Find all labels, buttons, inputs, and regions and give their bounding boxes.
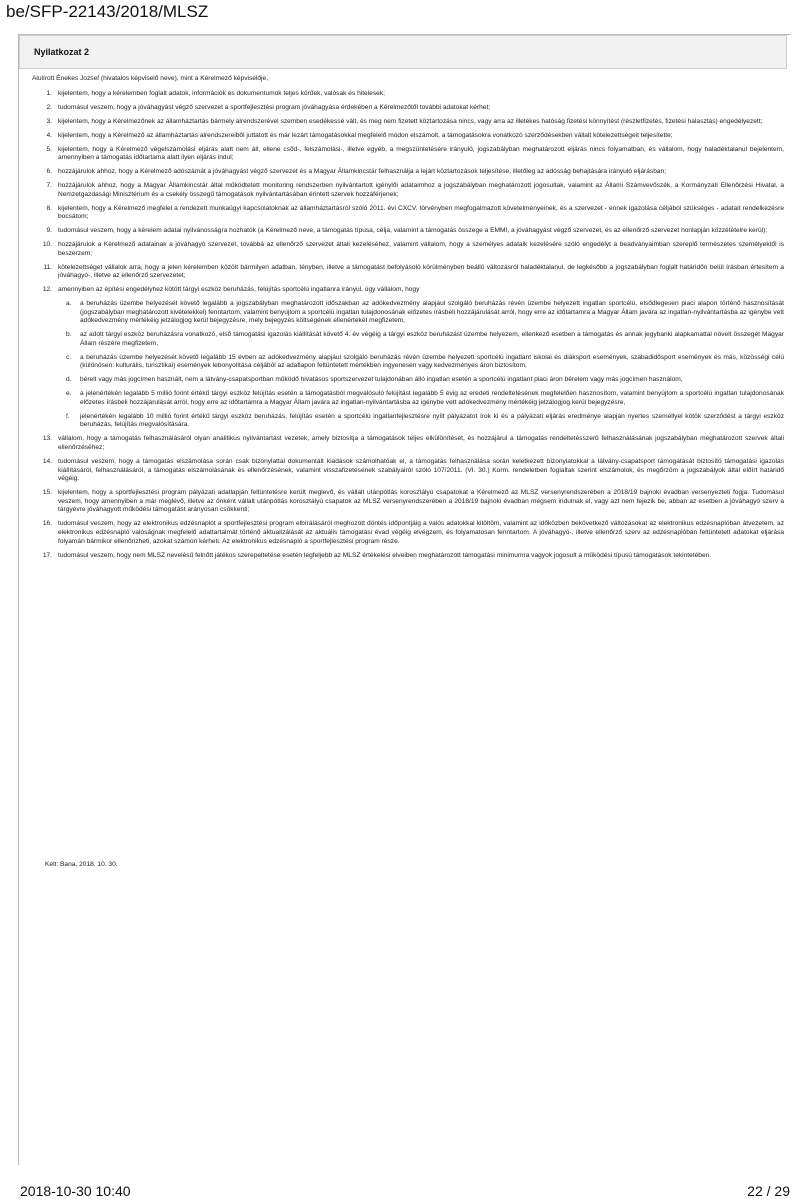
item-number: 10. — [42, 241, 52, 249]
item-text: kijelentem, hogy a sportfejlesztési program pályázati adatlapján feltüntetésre került meglevő, és vállalt utánpótlás korosztályú csapatokat a Kérelmező az MLSZ versenyrendszerében a 2018/19 bajnoki évadban versenyezteti fogja. Tudomásul veszem, hogy amennyiben a már meglévő, illetve az önként vállalt utánpótlás korosztályú csapatok az MLSZ versenyrendszerében a 2018/19 bajnoki évadban mégsem indulnak el, vagy azt nem fejezik be, abban az esetben a jóváhagyó szerv a tárgyévre jóváhagyott működési támogatást arányosan csökkenti; — [58, 489, 784, 514]
list-item — [32, 435, 784, 452]
item-text: kijelentem, hogy a Kérelmező végelszámolási eljárás alatt nem áll, ellene csőd-, felszámolási-, illetve egyéb, a megszüntetésére irányuló, jogszabályban meghatározott eljárás nincs folyamatban, és vállalom, hogy haladéktalanul bejelentem, amennyiben a támogatás időtartama alatt ilyen eljárás indul; — [58, 145, 784, 162]
document-id: be/SFP-22143/2018/MLSZ — [6, 2, 209, 21]
sub-list-item — [58, 390, 784, 407]
item-text: tudomásul veszem, hogy a kérelem adatai nyilvánosságra hozhatók (a Kérelmező neve, a támogatás típusa, célja, valamint a támogatás összege a EMMI, a jóváhagyást végző szervezet, és az ellenőrző szervezet honlapján közzétételre kerül); — [58, 227, 768, 235]
sub-list-item — [58, 413, 784, 430]
item-text: hozzájárulok a Kérelmező adatainak a jóváhagyó szervezet, továbbá az ellenőrző szervezet általi kezeléséhez, valamint vállalom, hogy a személyes adataik kezelésére szóló engedélyt a beadványaimban szereplő természetes személyektől is beszerzem; — [58, 241, 784, 257]
item-text: hozzájárulok ahhoz, hogy a Kérelmező adószámát a jóváhagyást végző szervezet és a Magyar Államkincstár felhasználja a lejárt köztartozások teljesítése, illetőleg az adósság behajtására irányuló eljárásban; — [58, 168, 667, 176]
item-number: 3. — [46, 117, 52, 125]
sub-list-item — [58, 354, 784, 371]
item-number: 1. — [46, 89, 52, 97]
item-text: tudomásul veszem, hogy a jóváhagyást végző szervezet a sportfejlesztési program jóváhagyása érdekében a Kérelmezőtől további adatokat kérhet; — [58, 103, 491, 111]
item-number: 14. — [42, 458, 52, 466]
item-text: hozzájárulok ahhoz, hogy a Magyar Államkincstár által működtetett monitoring rendszerben nyilvántartott igénylői adataimhoz a jogszabályban meghatározott jogosultak, valamint az Állami Számvevőszék, a Kormányzati Ellenőrzési Hivatal, a Nemzetgazdasági Minisztérium és a csekély összegű támogatások nyilvántartásában érintett szervek hozzáférjenek; — [58, 182, 784, 198]
item-text: tudomásul veszem, hogy nem MLSZ nevelésű felnőtt játékos szerepeltetése esetén legfeljebb az MLSZ értékelési elveiben meghatározott támogatási minimumra vagyok jogosult a működési típusú támogatások tekintetében. — [58, 551, 712, 559]
list-item — [32, 520, 784, 546]
item-text: kijelentem, hogy a Kérelmező az államháztartás alrendszereiből juttatott és már lezárt támogatásokkal megfelelő módon elszámolt, a támogatásokra vonatkozó szerződésekben vállalt kötelezettségeit teljesítette; — [58, 131, 673, 139]
item-number: 5. — [46, 145, 52, 153]
list-item — [32, 118, 784, 127]
list-item — [32, 489, 784, 515]
list-item — [32, 90, 784, 99]
document-page — [18, 34, 791, 1165]
item-number: 17. — [42, 551, 52, 559]
item-text: amennyiben az építési engedélyhez kötött tárgyi eszköz beruházás, felújítás sportcélú ingatlanra irányul, úgy vállalom, hogy — [58, 286, 420, 294]
item-number: 6. — [46, 168, 52, 176]
item-text: kijelentem, hogy a kérelemben foglalt adatok, információk és dokumentumok teljes körűek, valósak és hitelesek; — [58, 89, 385, 97]
list-item — [32, 146, 784, 163]
item-number: 9. — [46, 227, 52, 235]
sub-item-letter: f. — [66, 412, 70, 420]
list-item — [32, 264, 784, 281]
item-text: tudomásul veszem, hogy a támogatás elszámolása során csak bizonylattal dokumentált kiadások számolhatóak el, a támogatás felhasználása során keletkezett bizonylatokkal a látvány-csapatsport támogatását biztosító támogatási igazolás kiállításáról, felhasználásáról, a támogatás elszámolásának és ellenőrzésének, valamint visszafizetésének szabályairól szóló 107/2011. (VI. 30.) Korm. rendeletben foglaltak szerint elszámolok, és megőrzöm a jogszabályok által előírt határidő végéig. — [58, 458, 784, 483]
list-item — [32, 168, 784, 177]
list-item — [32, 104, 784, 113]
sub-list — [58, 300, 784, 430]
title-bar — [19, 35, 787, 69]
sub-item-text: a jelenértékén legalább 5 millió forint értékű tárgyi eszköz felújítás esetén a támogatásból megvalósuló felújítást legalább 5 évig az eredeti rendeltetésének megfelelően hasznosítom, valamint benyújtom a sportcélú ingatlan tulajdonosának előzetes írásbeli hozzájárulását arról, hogy erre az időtartamra a Magyar Állam javára az ingatlan-nyilvántartásba az igénybe vett adókedvezmény mértékéig jelzálogjog kerül bejegyzésre, — [80, 390, 784, 406]
list-item — [32, 182, 784, 199]
item-text: tudomásul veszem, hogy az elektronikus edzésnaplót a sportfejlesztési program elbírálásáról meghozott döntés időpontjáig a valós adatokkal kitöltöm, valamint az időközben bekövetkező változásokat az elektronikus edzésnaplóban átvezetem, az elektronikus edzésnapló valóságnak megfelelő adattartalmát történő aktualizálását az aktuális támogatási évad végéig elvégzem, és folyamatosan fenntartom. A jóváhagyó-, illetve ellenőrző szerv az edzésnaplóban feltüntetett adatokat eljárása folyamán bármikor ellenőrizheti, azokat számon kérheti. Az elektronikus edzésnapló a sportfejlesztési program része. — [58, 520, 784, 545]
item-number: 2. — [46, 103, 52, 111]
sub-item-text: jelenértékén legalább 10 millió forint értékű tárgyi eszköz beruházás, felújítás esetén a sportcélú ingatlanfejlesztésre nyílt pályázatot írok ki és a pályázati eljárás eredménye alapján nyertes személlyel kötök szerződést a tárgyi eszköz beruházás, felújítás megvalósítására. — [80, 412, 784, 429]
list-item — [32, 205, 784, 222]
item-number: 8. — [46, 204, 52, 212]
sub-item-letter: c. — [66, 353, 72, 361]
declaration-list — [32, 90, 784, 561]
item-text: kijelentem, hogy a Kérelmezőnek az államháztartás bármely alrendszerével szemben esedékessé vált, és meg nem fizetett köztartozása nincs, vagy arra az illetékes hatóság fizetési könnyítést (részletfizetés, fizetési halasztás) engedélyezett; — [58, 117, 763, 125]
item-number: 4. — [46, 131, 52, 139]
sub-item-letter: b. — [66, 331, 72, 339]
item-number: 12. — [42, 286, 52, 294]
list-item — [32, 458, 784, 484]
sub-item-text: az adott tárgyi eszköz beruházásra vonatkozó, első támogatási igazolás kiállítását követő 4. év végéig a tárgyi eszköz beruházást üzembe helyezem, ellenkező esetben a támogatás és annak jegybanki alapkamattal növelt összegét Magyar Állam részére megfizetem, — [80, 331, 784, 347]
list-item — [32, 286, 784, 430]
item-text: kijelentem, hogy a Kérelmező megfelel a rendezett munkaügyi kapcsolatoknak az államháztartásról szóló 2011. évi CXCV. törvényben megfogalmazott követelményeinek, és a szervezet - ennek igazolása céljából szükséges - adatait rendelkezésre bocsátom; — [58, 204, 784, 221]
item-number: 7. — [46, 182, 52, 190]
list-item — [32, 132, 784, 141]
item-text: vállalom, hogy a támogatás felhasználásáról olyan analitikus nyilvántartást vezetek, amely biztosítja a támogatások teljes elkülönítését, és hozzájárul a támogatás rendeltetésszerű felhasználásának jogszabályban meghatározott szervek általi ellenőrzéséhez; — [58, 435, 784, 452]
list-item — [32, 241, 784, 258]
footer-datetime: 2018-10-30 10:40 — [20, 1183, 131, 1199]
item-number: 13. — [42, 435, 52, 443]
sub-list-item — [58, 376, 784, 385]
list-item — [32, 227, 784, 236]
sub-list-item — [58, 331, 784, 348]
sub-list-item — [58, 300, 784, 326]
sub-item-text: a beruházás üzembe helyezését követő legalább a jogszabályban meghatározott időszakban az adókedvezmény alapjául szolgáló beruházás révén üzembe helyezett ingatlan sportcélú, elsődlegesen piaci alapon történő hasznosítását (jogszabályban meghatározott kivételekkel) fenntartom, valamint benyújtom a sportcélú ingatlan tulajdonosának előzetes írásbeli hozzájárulását arról, hogy erre az időtartamra a Magyar Állam javára az ingatlan-nyilvántartásba az igénybe vett adókedvezmény mértékéig jelzálogjog kerül bejegyzésre, mely bejegyzés költségének ellenértékét megfizetem, — [80, 299, 784, 325]
item-number: 16. — [42, 520, 52, 528]
signature-line: Kelt: Bana, 2018. 10. 30. — [45, 861, 118, 868]
sub-item-text: a beruházás üzembe helyezését követő legalább 15 évben az adókedvezmény alapjául szolgáló beruházás révén üzembe helyezett sportcélú ingatlant iskolai és diáksport események, szabadidősport események és más, közösségi célú (különösen: kulturális, turisztikai) események lebonyolítása céljából az adatlapon feltüntetett mértékben ingyenesen vagy kedvezményes áron biztosítom, — [80, 353, 784, 370]
item-text: kötelezettséget vállalok arra, hogy a jelen kérelemben közölt bármilyen adatban, tényben, illetve a támogatást befolyásoló körülményben beálló változásról haladéktalanul, de legkésőbb a jogszabályban foglalt határidőn belül írásban értesítem a jóváhagyó-, illetve az ellenőrző szervezetet; — [58, 263, 784, 280]
sub-item-letter: e. — [66, 390, 72, 398]
page-title: Nyilatkozat 2 — [34, 47, 90, 57]
list-item — [32, 552, 784, 561]
item-number: 15. — [42, 489, 52, 497]
document-body — [32, 75, 784, 566]
page-number: 22 / 29 — [747, 1183, 790, 1199]
sub-item-letter: d. — [66, 376, 72, 384]
intro-text: Alulírott Énekes Jozsef (hivatalos képviselő neve), mint a Kérelmező képviselője, — [32, 75, 269, 82]
sub-item-letter: a. — [66, 299, 72, 307]
item-number: 11. — [43, 263, 52, 271]
sub-item-text: bérelt vagy más jogcímen használt, nem a látvány-csapatsportban működő hivatásos sportszervezet tulajdonában álló ingatlan esetén a sportcélú ingatlant piaci áron bérelem vagy más jogcímen használom, — [80, 376, 683, 384]
